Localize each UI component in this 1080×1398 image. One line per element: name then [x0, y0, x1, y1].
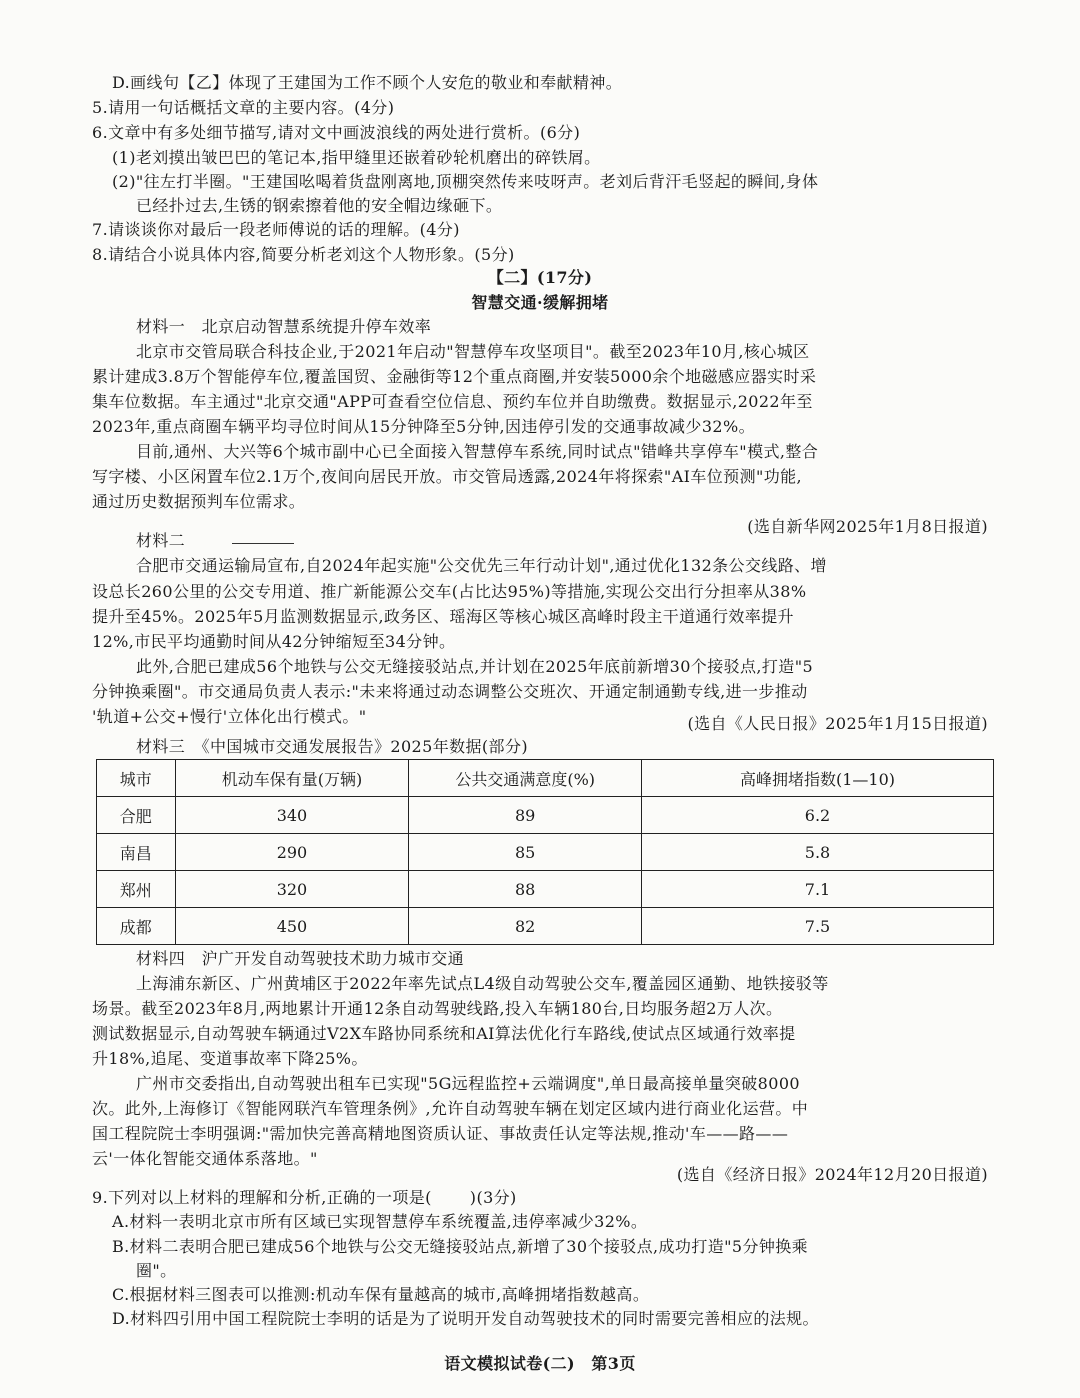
table-cell: 7.5 — [642, 908, 994, 945]
data-table — [96, 759, 994, 945]
table-cell: 85 — [409, 834, 642, 871]
table-row — [97, 908, 994, 945]
question-6-item-2-line-2: 已经扑过去,生锈的钢索擦着他的安全帽边缘砸下。 — [136, 196, 503, 215]
material-1-text: 集车位数据。车主通过"北京交通"APP可查看空位信息、预约车位并自助缴费。数据显示,2022年至 — [92, 392, 813, 411]
question-9-option-d: D.材料四引用中国工程院院士李明的话是为了说明开发自动驾驶技术的同时需要完善相应的法规。 — [112, 1309, 819, 1328]
material-2-source: (选自《人民日报》2025年1月15日报道) — [687, 714, 988, 733]
question-6-item-1: (1)老刘摸出皱巴巴的笔记本,指甲缝里还嵌着砂轮机磨出的碎铁屑。 — [112, 148, 601, 167]
material-4-source: (选自《经济日报》2024年12月20日报道) — [676, 1165, 988, 1184]
material-1-text: 累计建成3.8万个智能停车位,覆盖国贸、金融街等12个重点商圈,并安装5000余个地磁感应器实时采 — [92, 367, 817, 386]
material-4-text: 国工程院院士李明强调:"需加快完善高精地图资质认证、事故责任认定等法规,推动'车——路—— — [92, 1124, 789, 1143]
material-2-text: 设总长260公里的公交专用道、推广新能源公交车(占比达95%)等措施,实现公交出行分担率从38% — [92, 582, 807, 601]
table-header: 城市 — [97, 760, 176, 797]
material-1-title: 材料一 北京启动智慧系统提升停车效率 — [136, 317, 432, 336]
section-heading: 【二】(17分) — [487, 268, 593, 287]
material-4-text: 广州市交委指出,自动驾驶出租车已实现"5G远程监控+云端调度",单日最高接单量突破8000 — [136, 1074, 800, 1093]
question-6: 6.文章中有多处细节描写,请对文中画波浪线的两处进行赏析。(6分) — [92, 123, 581, 142]
table-cell: 合肥 — [97, 797, 176, 834]
table-cell: 成都 — [97, 908, 176, 945]
question-9-score: )(3分) — [469, 1188, 517, 1207]
table-cell: 340 — [175, 797, 409, 834]
question-9-stem: 9.下列对以上材料的理解和分析,正确的一项是( — [92, 1188, 432, 1207]
table-header-row — [97, 760, 994, 797]
page-footer: 语文模拟试卷(二) 第3页 — [444, 1354, 636, 1373]
question-9-option-b-cont: 圈"。 — [136, 1261, 177, 1280]
material-4-text: 次。此外,上海修订《智能网联汽车管理条例》,允许自动驾驶车辆在划定区域内进行商业化运营。中 — [92, 1099, 809, 1118]
table-cell: 6.2 — [642, 797, 994, 834]
section-title: 智慧交通·缓解拥堵 — [471, 293, 609, 312]
material-1-text: 写字楼、小区闲置车位2.1万个,夜间向居民开放。市交管局透露,2024年将探索"AI车位预测"功能, — [92, 467, 803, 486]
question-6-item-2-line-1: (2)"往左打半圈。"王建国吆喝着货盘刚离地,顶棚突然传来吱呀声。老刘后背汗毛竖起的瞬间,身体 — [112, 172, 819, 191]
material-2-text: 分钟换乘圈"。市交通局负责人表示:"未来将通过动态调整公交班次、开通定制通勤专线,进一步推动 — [92, 682, 808, 701]
material-1-text: 目前,通州、大兴等6个城市副中心已全面接入智慧停车系统,同时试点"错峰共享停车"模式,整合 — [136, 442, 819, 461]
table-row — [97, 797, 994, 834]
question-9-option-a: A.材料一表明北京市所有区域已实现智慧停车系统覆盖,违停率减少32%。 — [112, 1212, 648, 1231]
material-4-title: 材料四 沪广开发自动驾驶技术助力城市交通 — [136, 949, 465, 968]
material-4-text: 场景。截至2023年8月,两地累计开通12条自动驾驶线路,投入车辆180台,日均服务超2万人次。 — [92, 999, 783, 1018]
material-2-text: 合肥市交通运输局宣布,自2024年起实施"公交优先三年行动计划",通过优化132条公交线路、增 — [136, 556, 827, 575]
table-header: 机动车保有量(万辆) — [175, 760, 409, 797]
table-row — [97, 834, 994, 871]
table-row — [97, 871, 994, 908]
question-8: 8.请结合小说具体内容,简要分析老刘这个人物形象。(5分) — [92, 245, 515, 264]
material-4-text: 测试数据显示,自动驾驶车辆通过V2X车路协同系统和AI算法优化行车路线,使试点区域通行效率提 — [92, 1024, 796, 1043]
material-4-text: 上海浦东新区、广州黄埔区于2022年率先试点L4级自动驾驶公交车,覆盖园区通勤、地铁接驳等 — [136, 974, 829, 993]
material-1-text: 2023年,重点商圈车辆平均寻位时间从15分钟降至5分钟,因违停引发的交通事故减少32%。 — [92, 417, 755, 436]
material-1-text: 北京市交管局联合科技企业,于2021年启动"智慧停车攻坚项目"。截至2023年10月,核心城区 — [136, 342, 810, 361]
table-header: 高峰拥堵指数(1—10) — [642, 760, 994, 797]
table-cell: 82 — [409, 908, 642, 945]
material-3-title: 材料三 《中国城市交通发展报告》2025年数据(部分) — [136, 737, 529, 756]
table-cell: 88 — [409, 871, 642, 908]
material-2-text: '轨道+公交+慢行'立体化出行模式。" — [92, 707, 367, 726]
table-header: 公共交通满意度(%) — [409, 760, 642, 797]
q4-option-d: D.画线句【乙】体现了王建国为工作不顾个人安危的敬业和奉献精神。 — [112, 73, 623, 92]
material-2-title: 材料二 — [136, 531, 186, 550]
table-cell: 290 — [175, 834, 409, 871]
material-4-text: 升18%,追尾、变道事故率下降25%。 — [92, 1049, 368, 1068]
material-2-underline — [232, 543, 294, 544]
question-9-option-c: C.根据材料三图表可以推测:机动车保有量越高的城市,高峰拥堵指数越高。 — [112, 1285, 650, 1304]
material-2-text: 提升至45%。2025年5月监测数据显示,政务区、瑶海区等核心城区高峰时段主干道通行效率提升 — [92, 607, 794, 626]
table-cell: 郑州 — [97, 871, 176, 908]
question-9-option-b: B.材料二表明合肥已建成56个地铁与公交无缝接驳站点,新增了30个接驳点,成功打造"5分钟换乘 — [112, 1237, 809, 1256]
table-cell: 320 — [175, 871, 409, 908]
question-7: 7.请谈谈你对最后一段老师傅说的话的理解。(4分) — [92, 220, 460, 239]
material-4-text: 云'一体化智能交通体系落地。" — [92, 1149, 318, 1168]
material-1-source: (选自新华网2025年1月8日报道) — [747, 517, 988, 536]
material-2-text: 12%,市民平均通勤时间从42分钟缩短至34分钟。 — [92, 632, 456, 651]
table-cell: 89 — [409, 797, 642, 834]
material-1-text: 通过历史数据预判车位需求。 — [92, 492, 306, 511]
table-cell: 450 — [175, 908, 409, 945]
table-cell: 5.8 — [642, 834, 994, 871]
material-2-text: 此外,合肥已建成56个地铁与公交无缝接驳站点,并计划在2025年底前新增30个接驳点,打造"5 — [136, 657, 814, 676]
question-9 — [92, 1186, 517, 1210]
question-5: 5.请用一句话概括文章的主要内容。(4分) — [92, 98, 395, 117]
table-cell: 南昌 — [97, 834, 176, 871]
table-cell: 7.1 — [642, 871, 994, 908]
